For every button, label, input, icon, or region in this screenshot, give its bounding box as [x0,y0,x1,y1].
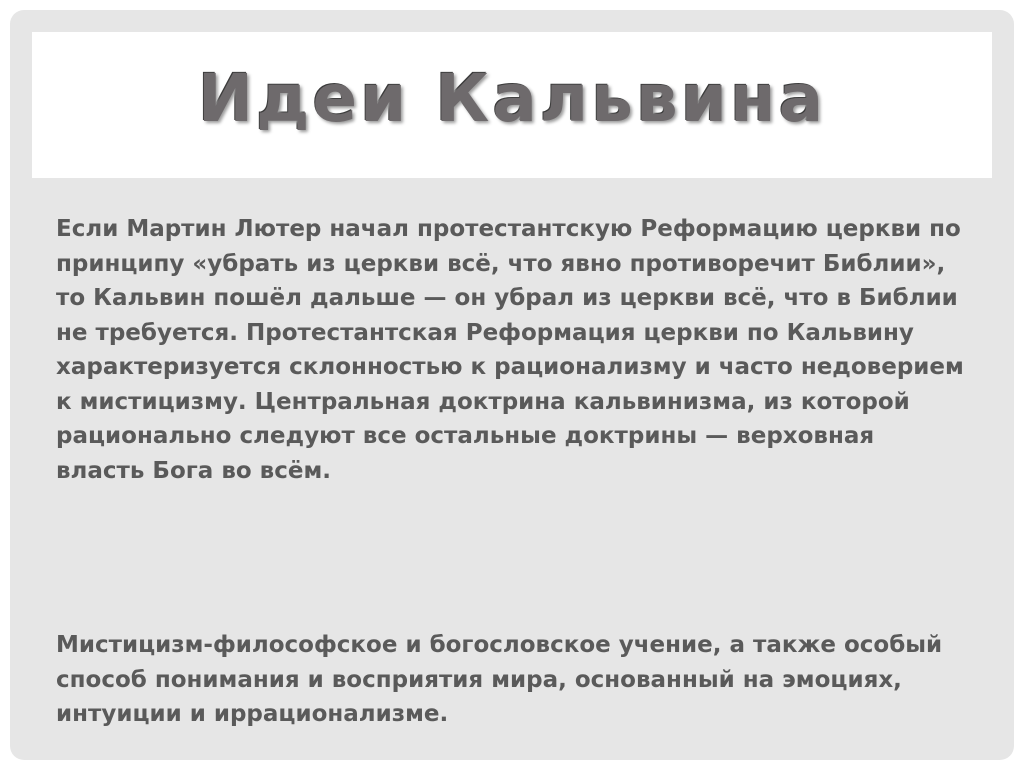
body-paragraph-mysticism: Мистицизм-философское и богословское учение, а также особый способ понимания и восприятия мира, основанный на эмоциях, интуиции и иррационализме. [56,632,943,727]
slide [10,10,1014,760]
body-paragraph-calvin: Если Мартин Лютер начал протестантскую Реформацию церкви по принципу «убрать из церкви всё, что явно противоречит Библии», то Кальвин пошёл дальше — он убрал из церкви всё, что в Библии не требуется. Протестантская Реформация церкви по Кальвину характеризуется склонностью к рационализму и часто недоверием к мистицизму. Центральная доктрина кальвинизма, из которой рационально следуют все остальные доктрины — верховная власть Бога во всём. [56,216,964,484]
title-box [32,32,992,178]
slide-title: Идеи Кальвина [197,60,827,137]
